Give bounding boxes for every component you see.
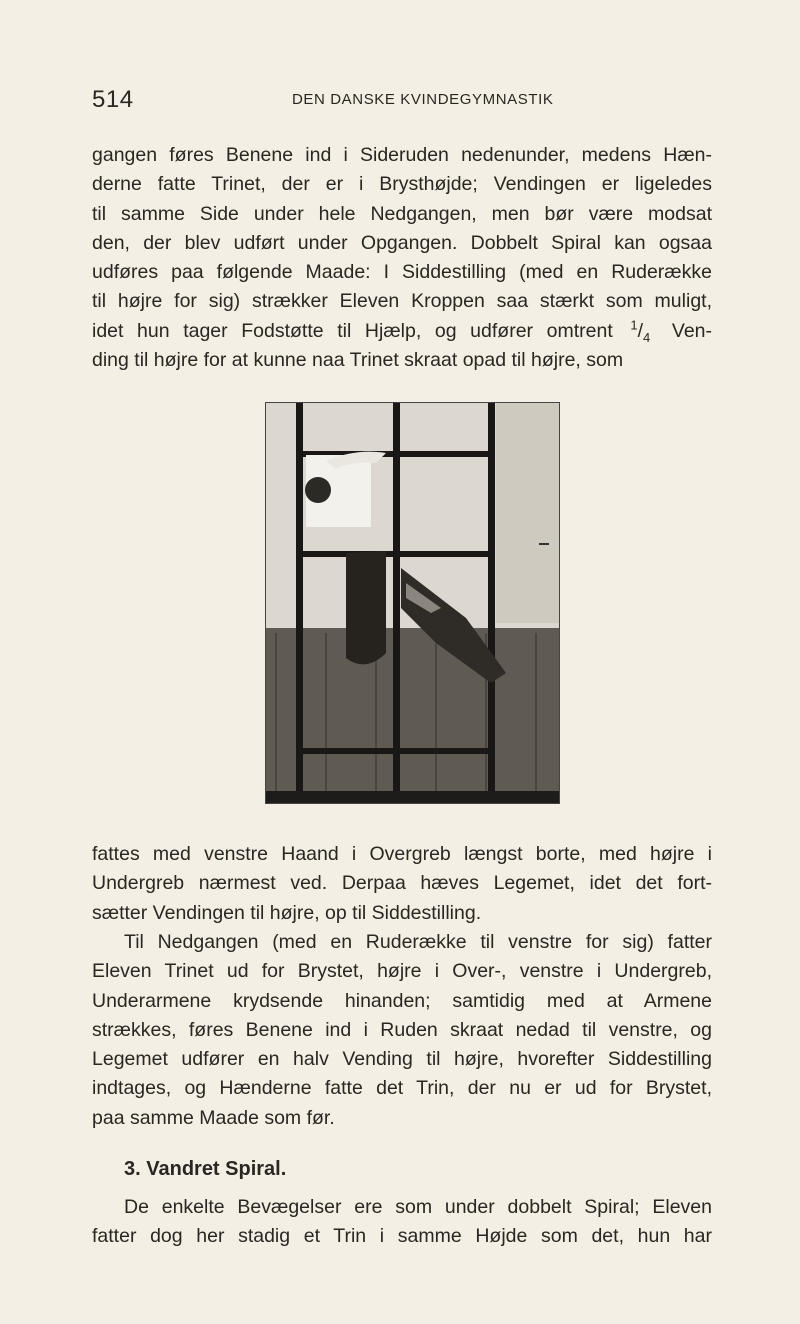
text-line: fattes med venstre Haand i Overgreb længst borte, med højre i	[92, 843, 712, 865]
text-line: gangen føres Benene ind i Sideruden nedenunder, medens Hæn-	[92, 144, 712, 166]
running-title: DEN DANSKE KVINDEGYMNASTIK	[292, 91, 554, 108]
text-line: til højre for sig) strækker Eleven Kroppen saa stærkt som muligt,	[92, 290, 712, 313]
text-line: Undergreb nærmest ved. Derpaa hæves Legemet, idet det fort-	[92, 872, 712, 895]
text-line-with-fraction	[92, 317, 712, 346]
text-line: paa samme Maade som før.	[92, 1106, 335, 1129]
text-line: Eleven Trinet ud for Brystet, højre i Over-, venstre i Undergreb,	[92, 960, 712, 983]
text-line: fatter dog her stadig et Trin i samme Højde som det, hun har	[92, 1225, 712, 1248]
text-line: indtages, og Hænderne fatte det Trin, der nu er ud for Brystet,	[92, 1077, 712, 1100]
text-line: Til Nedgangen (med en Ruderække til venstre for sig) fatter	[124, 931, 712, 953]
page-number: 514	[92, 86, 134, 113]
fraction-numerator: 1	[630, 317, 638, 333]
text-line: strækkes, føres Benene ind i Ruden skraat nedad til venstre, og	[92, 1018, 712, 1041]
photo-woman-on-wall-bars	[265, 402, 560, 804]
page-header	[92, 86, 712, 116]
paragraph-2	[92, 840, 712, 928]
text-line: til samme Side under hele Nedgangen, men bør være modsat	[92, 202, 712, 225]
text-line: den, der blev udført under Opgangen. Dobbelt Spiral kan ogsaa	[92, 231, 712, 254]
text-line: Underarmene krydsende hinanden; samtidig med at Armene	[92, 989, 712, 1012]
text-line: De enkelte Bevægelser ere som under dobbelt Spiral; Eleven	[124, 1196, 712, 1218]
fraction: $^1/_4$	[630, 317, 651, 345]
text-line: ding til højre for at kunne naa Trinet skraat opad til højre, som	[92, 349, 624, 372]
text-segment: Ven-	[671, 319, 713, 342]
text-line: sætter Vendingen til højre, op til Siddestilling.	[92, 901, 482, 924]
text-line: udføres paa følgende Maade: I Siddestilling (med en Ruderække	[92, 261, 712, 284]
fraction-denominator: 4	[643, 329, 651, 345]
text-line: derne fatte Trinet, der er i Brysthøjde; Vendingen er ligeledes	[92, 173, 712, 196]
text-line: Legemet udfører en halv Vending til højre, hvorefter Siddestilling	[92, 1048, 712, 1071]
paragraph-3	[92, 928, 712, 1133]
photo-illustration	[266, 403, 559, 803]
paragraph-4	[92, 1193, 712, 1252]
paragraph-1	[92, 141, 712, 375]
text-segment: idet hun tager Fodstøtte til Hjælp, og udfører omtrent	[92, 319, 613, 342]
section-heading: 3. Vandret Spiral.	[124, 1158, 287, 1180]
